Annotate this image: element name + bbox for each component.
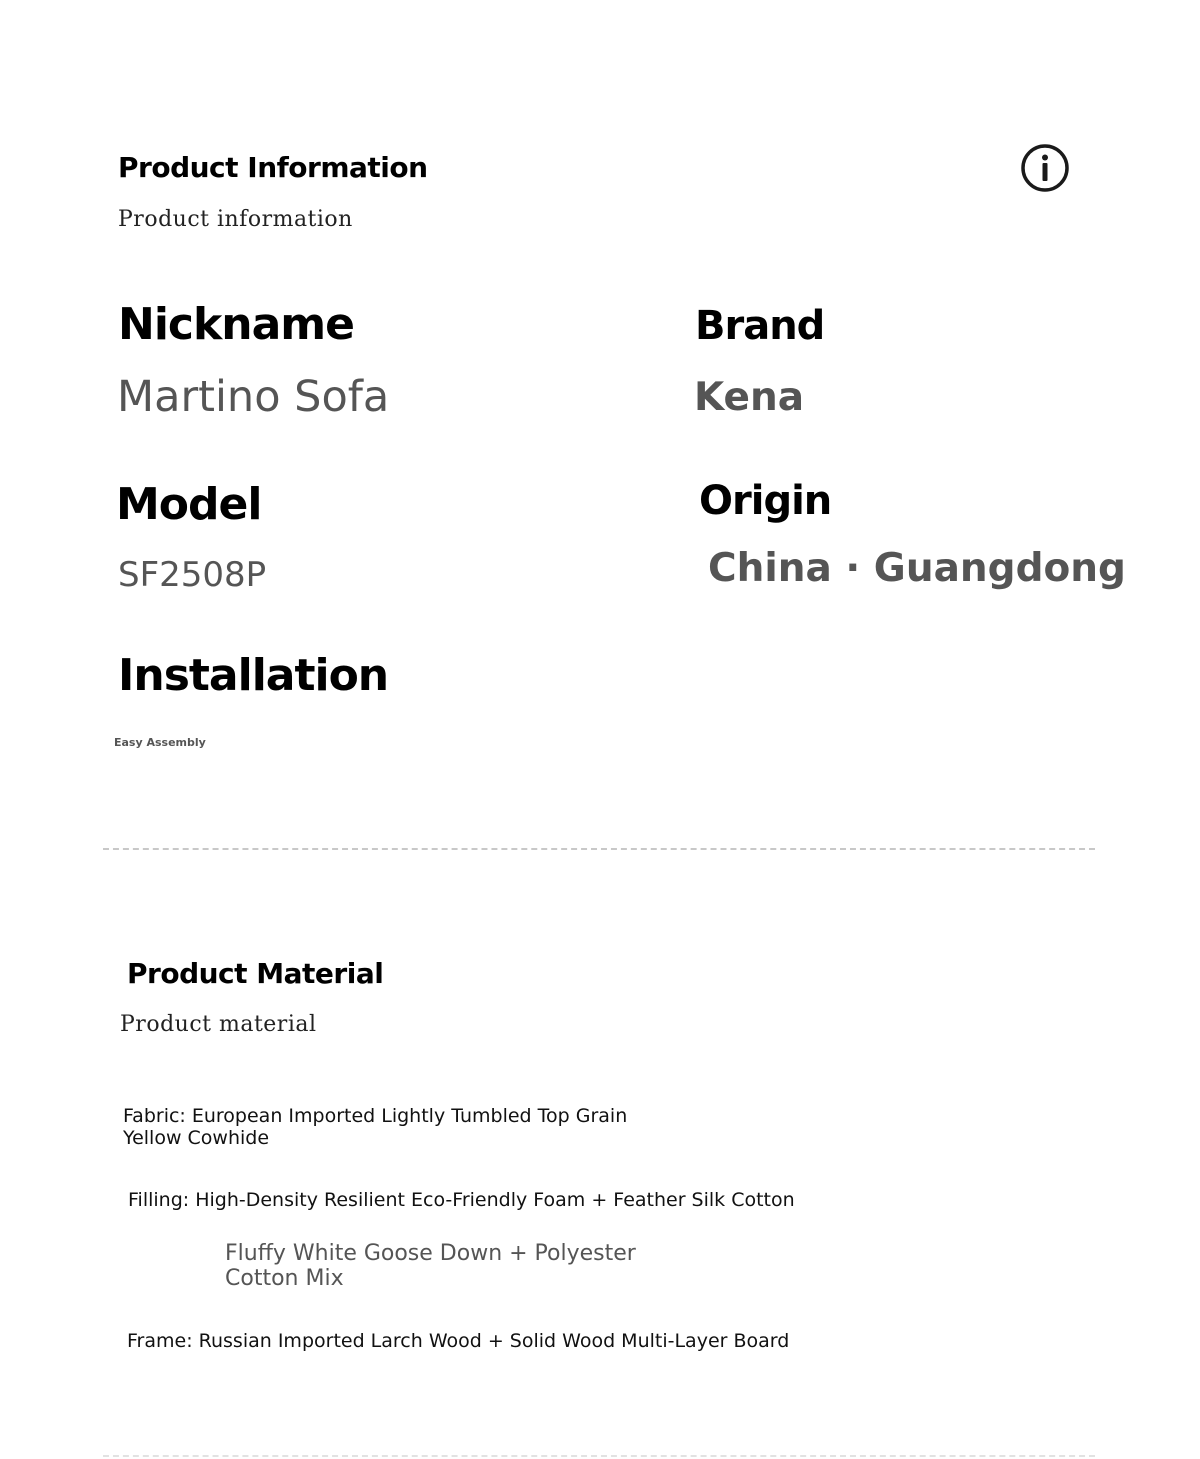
fabric-line-2: Yellow Cowhide [123,1127,270,1149]
fabric-line-1: Fabric: European Imported Lightly Tumbled Top Grain [123,1105,628,1127]
bottom-divider [103,1455,1095,1457]
product-material-subtitle: Product material [120,1012,317,1037]
installation-label: Installation [118,650,389,701]
model-value: SF2508P [118,555,267,595]
brand-value: Kena [694,375,805,420]
nickname-label: Nickname [118,299,354,350]
product-information-subtitle: Product information [118,207,353,232]
frame-text: Frame: Russian Imported Larch Wood + Solid Wood Multi-Layer Board [127,1330,790,1352]
nickname-value: Martino Sofa [117,372,390,422]
filling-detail-line-2: Cotton Mix [225,1266,344,1291]
origin-label: Origin [699,478,832,524]
filling-detail-line-1: Fluffy White Goose Down + Polyester [225,1241,636,1266]
section-divider [103,848,1095,850]
product-material-title: Product Material [127,957,384,990]
brand-label: Brand [695,303,825,349]
filling-text: Filling: High-Density Resilient Eco-Friendly Foam + Feather Silk Cotton [128,1189,795,1211]
installation-value: Easy Assembly [114,736,206,749]
info-icon [1021,144,1069,192]
model-label: Model [116,479,262,530]
origin-value: China · Guangdong [708,546,1126,591]
product-information-title: Product Information [118,151,428,184]
